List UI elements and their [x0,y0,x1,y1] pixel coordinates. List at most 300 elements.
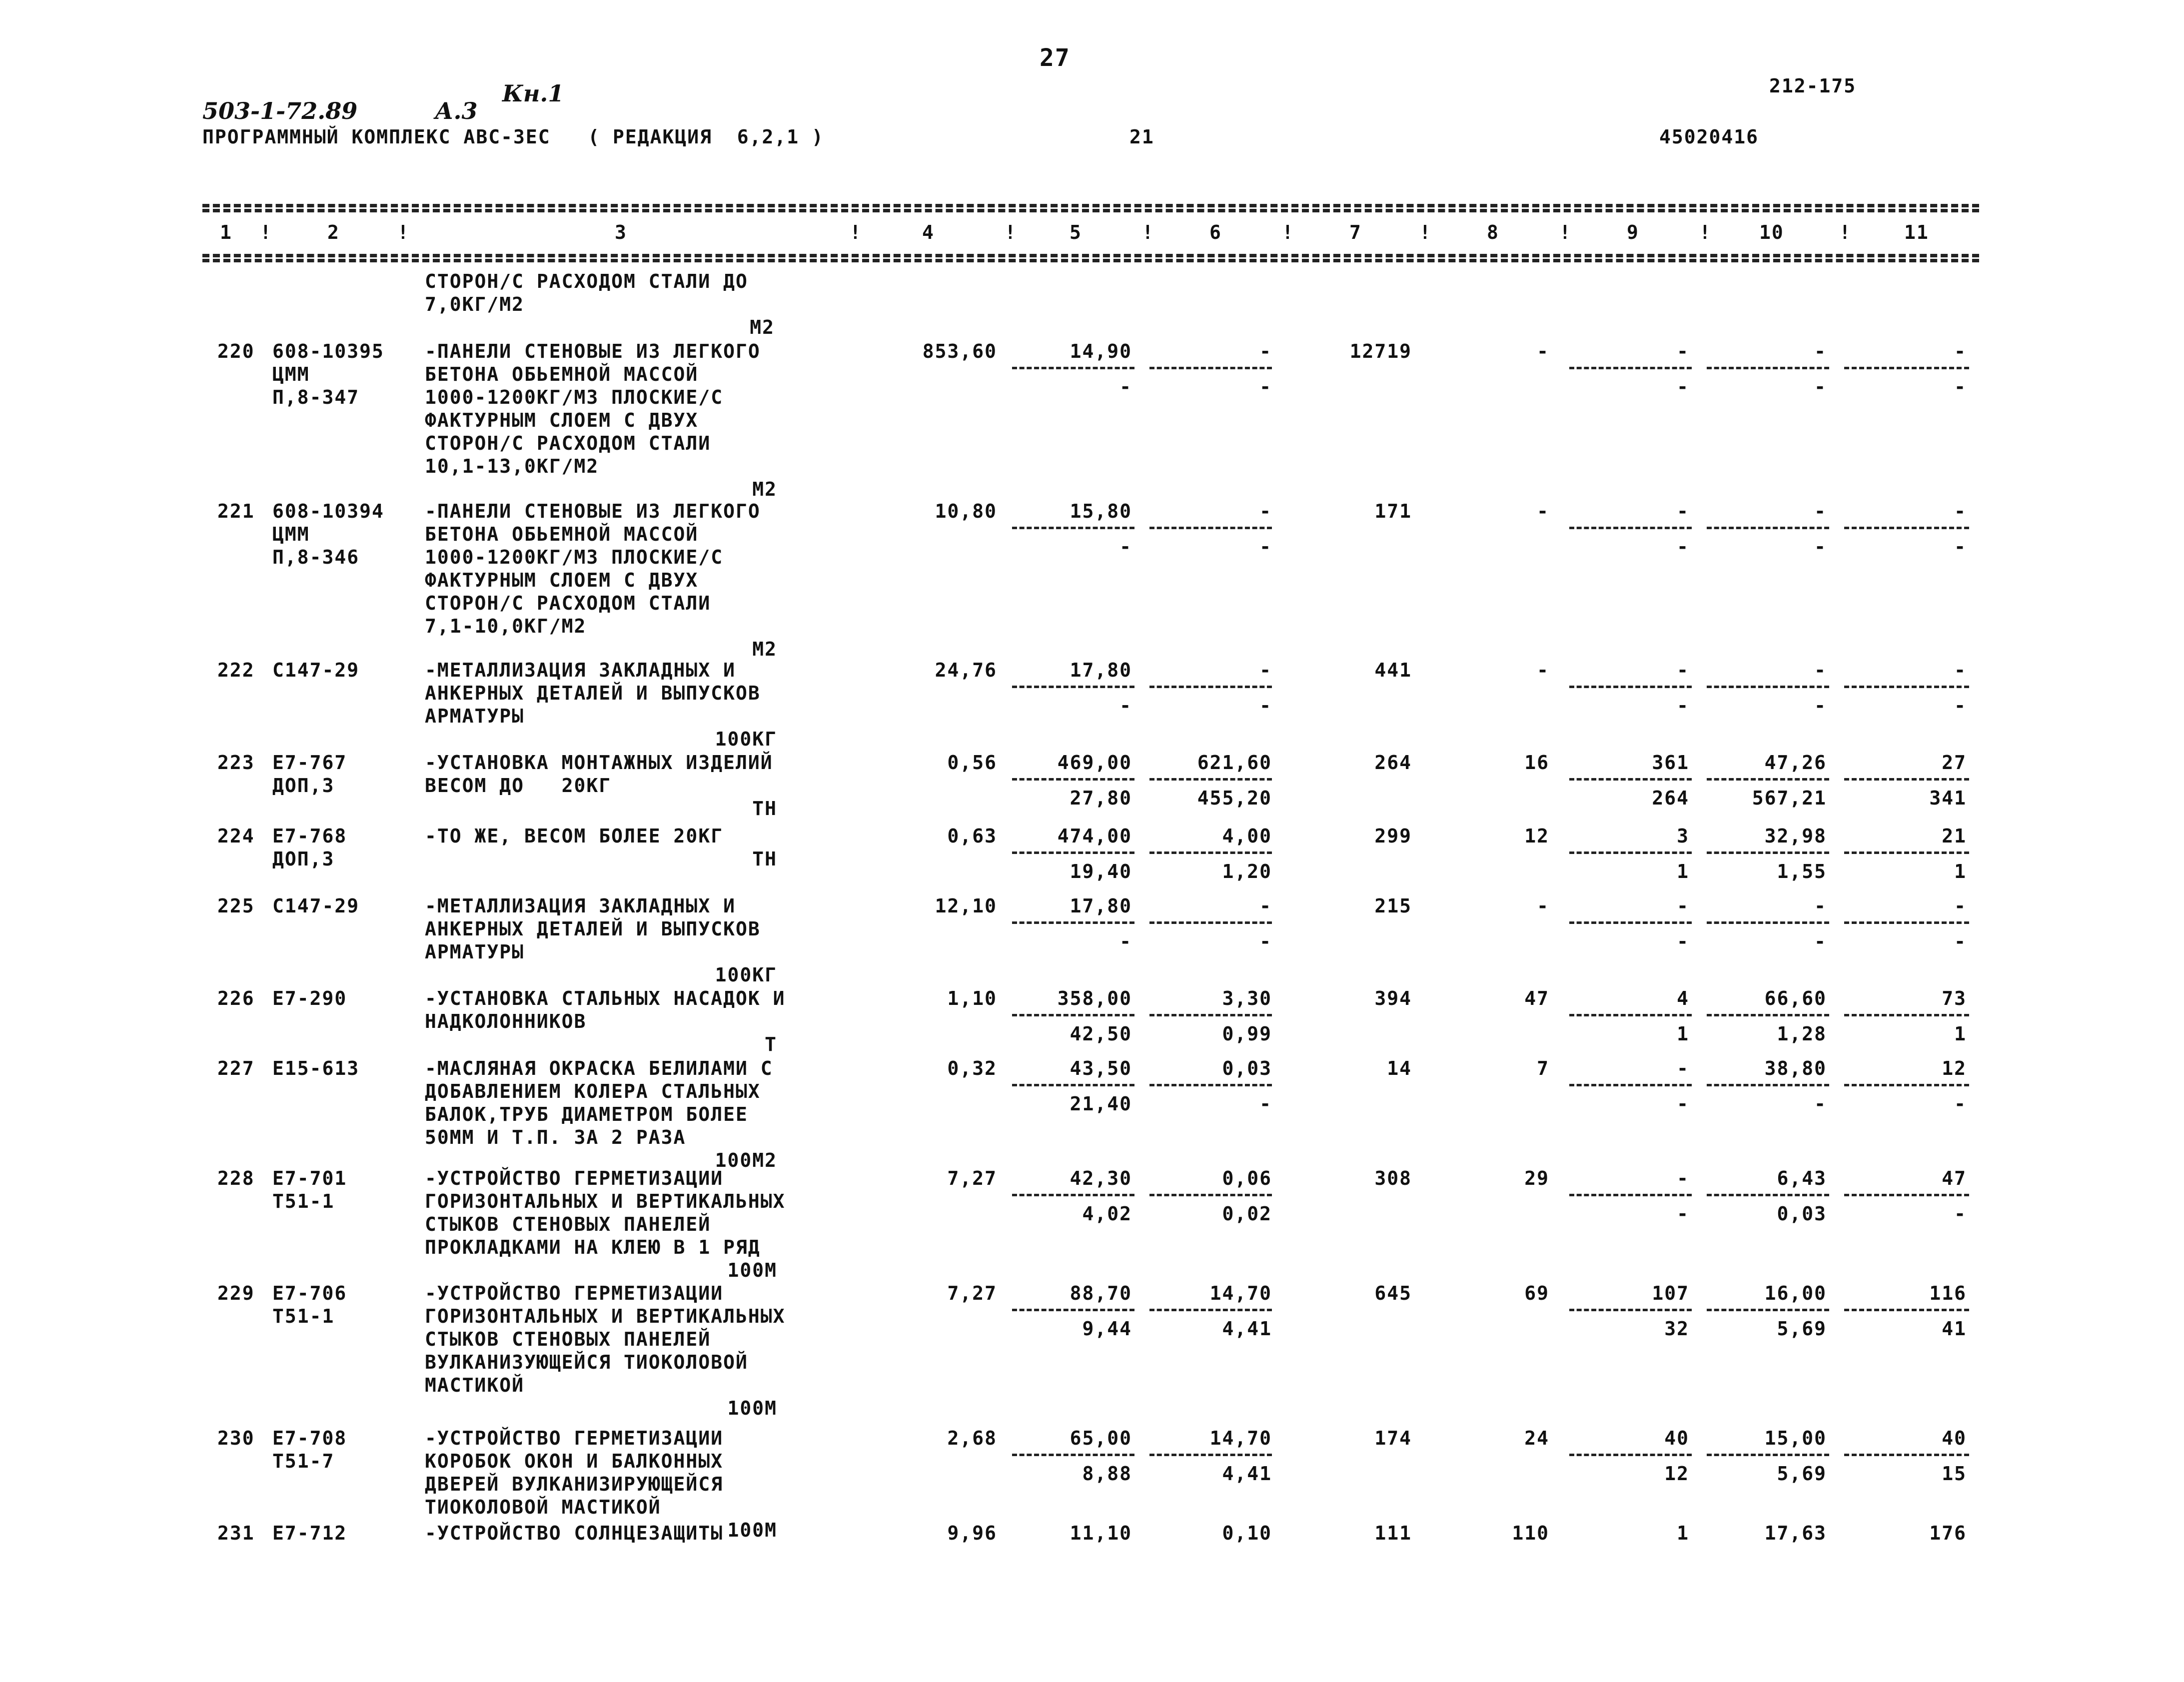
object-code: 45020416 [1659,126,1759,148]
cell-machine-total-wages: 1 [1677,1023,1689,1045]
cell-unit-cost-wages: 42,50 [1070,1023,1132,1045]
cell-machine-total-wages: 1 [1677,860,1689,882]
cell-machine-cost: 3,30 [1222,987,1272,1009]
row-number: 229 [217,1282,255,1304]
cell-labor: 6,43 [1777,1167,1827,1189]
cell-labor-total-machinists: - [1954,695,1967,717]
cell-machine-cost: - [1259,500,1272,522]
row-number: 226 [217,987,255,1009]
sheet-number: 21 [1129,126,1154,148]
cell-unit-cost-wages: 21,40 [1070,1093,1132,1115]
cell-wages: 24 [1524,1427,1549,1449]
cell-machine-total: - [1677,500,1689,522]
cell-labor-machinists: 1,55 [1777,860,1827,882]
separator-col-6 [1149,851,1272,854]
col-header-10: 10 [1759,221,1784,243]
cell-quantity: 24,76 [935,659,997,681]
separator-col-10 [1707,1454,1829,1456]
cell-machine-cost-wages: - [1259,930,1272,952]
separator-col-11 [1844,1194,1969,1196]
cell-unit-cost-wages: - [1119,930,1132,952]
cell-total-cost: 299 [1374,825,1412,847]
separator-col-10 [1707,686,1829,688]
cell-total-cost: 12719 [1349,340,1412,362]
cell-total-cost: 308 [1374,1167,1412,1189]
cell-unit-cost: 469,00 [1057,752,1132,774]
page-number: 27 [1040,44,1071,72]
row-code: Е7-712 [272,1522,347,1544]
cell-labor-machinists: - [1814,376,1827,398]
separator-col-6 [1149,686,1272,688]
row-description-line: БЕТОНА ОБЬЕМНОЙ МАССОЙ [425,523,699,545]
row-code: Е7-701 [272,1167,347,1189]
separator-col-9 [1569,1014,1692,1016]
separator-col-9 [1569,1084,1692,1086]
cell-machine-cost-wages: - [1259,536,1272,558]
row-description-line: -ПАНЕЛИ СТЕНОВЫЕ ИЗ ЛЕГКОГО [425,500,761,522]
cell-total-cost: 441 [1374,659,1412,681]
cell-labor: 66,60 [1764,987,1827,1009]
row-description-line: СТОРОН/С РАСХОДОМ СТАЛИ [425,592,711,614]
cell-unit-cost-wages: 4,02 [1082,1203,1132,1225]
row-code: Е15-613 [272,1057,360,1079]
separator-col-6 [1149,1454,1272,1456]
cell-labor-total-machinists: 15 [1942,1463,1967,1485]
row-description-line: ФАКТУРНЫМ СЛОЕМ С ДВУХ [425,569,699,591]
cell-labor-total: - [1954,659,1967,681]
cell-labor-machinists: 5,69 [1777,1318,1827,1340]
cell-labor-machinists: - [1814,536,1827,558]
row-number: 221 [217,500,255,522]
row-description-line: АРМАТУРЫ [425,941,525,963]
cell-total-cost: 215 [1374,895,1412,917]
cell-machine-total-wages: - [1677,376,1689,398]
row-code-extra: Т51-1 [272,1305,335,1327]
cell-machine-total: 107 [1652,1282,1689,1304]
row-description-line: ТИОКОЛОВОЙ МАСТИКОЙ [425,1496,661,1518]
row-description-line: 7,1-10,0КГ/М2 [425,615,587,637]
row-description-line: 1000-1200КГ/М3 ПЛОСКИЕ/С [425,546,724,568]
cell-wages: 12 [1524,825,1549,847]
cell-machine-total-wages: - [1677,1093,1689,1115]
row-code: С147-29 [272,659,360,681]
row-unit: М2 [752,638,777,660]
cell-machine-total-wages: 12 [1664,1463,1689,1485]
cell-machine-total: 3 [1677,825,1689,847]
cell-quantity: 0,32 [947,1057,997,1079]
row-code: Е7-767 [272,752,347,774]
cell-unit-cost-wages: - [1119,695,1132,717]
row-description-line: -ПАНЕЛИ СТЕНОВЫЕ ИЗ ЛЕГКОГО [425,340,761,362]
header-rule-top [202,204,1979,207]
cell-wages: - [1537,895,1549,917]
row-code-extra: ЦММ [272,363,310,385]
cell-quantity: 853,60 [922,340,997,362]
row-description-line: ГОРИЗОНТАЛЬНЫХ И ВЕРТИКАЛЬНЫХ [425,1190,786,1212]
row-description-line: КОРОБОК ОКОН И БАЛКОННЫХ [425,1450,724,1472]
cell-total-cost: 264 [1374,752,1412,774]
row-description-line: -ТО ЖЕ, ВЕСОМ БОЛЕЕ 20КГ [425,825,724,847]
row-unit: Т [765,1033,777,1055]
cell-machine-cost: 14,70 [1209,1427,1272,1449]
row-description-line: НАДКОЛОННИКОВ [425,1010,587,1032]
cell-labor: - [1814,895,1827,917]
header-rule-bottom [202,254,1979,257]
cell-labor-total: - [1954,340,1967,362]
cell-wages: 7 [1537,1057,1549,1079]
separator-col-11 [1844,1454,1969,1456]
cell-machine-cost-wages: 1,20 [1222,860,1272,882]
col-header-4: 4 [922,221,935,243]
header-rule-bottom-2 [202,259,1979,262]
cell-machine-total: - [1677,340,1689,362]
cell-labor-total: 40 [1942,1427,1967,1449]
separator-col-6 [1149,1194,1272,1196]
cell-machine-cost-wages: - [1259,376,1272,398]
cell-quantity: 0,63 [947,825,997,847]
cell-total-cost: 645 [1374,1282,1412,1304]
cell-unit-cost: 474,00 [1057,825,1132,847]
row-description-line: -УСТАНОВКА СТАЛЬНЫХ НАСАДОК И [425,987,786,1009]
separator-col-11 [1844,1309,1969,1311]
row-description-line: -УСТРОЙСТВО ГЕРМЕТИЗАЦИИ [425,1167,724,1189]
cell-unit-cost: 358,00 [1057,987,1132,1009]
cell-machine-total: - [1677,659,1689,681]
row-description-line: -МЕТАЛЛИЗАЦИЯ ЗАКЛАДНЫХ И [425,895,736,917]
col-header-6: 6 [1209,221,1222,243]
cell-total-cost: 394 [1374,987,1412,1009]
cell-unit-cost-wages: 9,44 [1082,1318,1132,1340]
cell-machine-total-wages: 264 [1652,787,1689,809]
cell-labor-total: - [1954,500,1967,522]
cell-labor-total: - [1954,895,1967,917]
cell-machine-cost: 14,70 [1209,1282,1272,1304]
row-code: Е7-290 [272,987,347,1009]
program-title: ПРОГРАММНЫЙ КОМПЛЕКС АВС-3ЕС ( РЕДАКЦИЯ 6,2,1 ) [202,126,824,148]
cell-labor-total-machinists: - [1954,930,1967,952]
cell-machine-cost-wages: 4,41 [1222,1318,1272,1340]
cell-unit-cost: 14,90 [1070,340,1132,362]
cell-labor-machinists: 5,69 [1777,1463,1827,1485]
cell-labor-machinists: 1,28 [1777,1023,1827,1045]
separator-col-11 [1844,1084,1969,1086]
col-header-3: 3 [615,221,627,243]
separator-col-5 [1012,1194,1134,1196]
cell-quantity: 9,96 [947,1522,997,1544]
cell-unit-cost-wages: - [1119,536,1132,558]
cell-machine-cost-wages: 0,02 [1222,1203,1272,1225]
cell-wages: - [1537,500,1549,522]
row-unit: 100КГ [715,964,777,986]
stamp-book: Кн.1 [502,80,564,107]
row-description-line: ВУЛКАНИЗУЮЩЕЙСЯ ТИОКОЛОВОЙ [425,1351,748,1373]
separator-col-10 [1707,1309,1829,1311]
cell-machine-total: 40 [1664,1427,1689,1449]
row-number: 222 [217,659,255,681]
cell-wages: 29 [1524,1167,1549,1189]
cell-machine-total: - [1677,895,1689,917]
row-code-extra: Т51-7 [272,1450,335,1472]
row-description-line: АНКЕРНЫХ ДЕТАЛЕЙ И ВЫПУСКОВ [425,682,761,704]
row-code: Е7-768 [272,825,347,847]
separator-col-5 [1012,1014,1134,1016]
row-unit: 100М [727,1519,777,1541]
cell-unit-cost-wages: 8,88 [1082,1463,1132,1485]
separator-col-9 [1569,686,1692,688]
separator-col-5 [1012,686,1134,688]
cell-labor: - [1814,659,1827,681]
cell-labor: 47,26 [1764,752,1827,774]
cell-quantity: 10,80 [935,500,997,522]
row-unit: 100М2 [715,1149,777,1171]
cell-labor-total-machinists: - [1954,1203,1967,1225]
row-number: 230 [217,1427,255,1449]
separator-col-6 [1149,527,1272,529]
row-unit: 100М [727,1259,777,1281]
row-code-ref: П,8-347 [272,386,360,408]
separator-col-11 [1844,778,1969,781]
separator-col-6 [1149,778,1272,781]
cell-machine-total-wages: - [1677,1203,1689,1225]
cell-unit-cost-wages: 19,40 [1070,860,1132,882]
cell-labor: - [1814,500,1827,522]
cell-quantity: 2,68 [947,1427,997,1449]
cell-unit-cost: 11,10 [1070,1522,1132,1544]
separator-col-9 [1569,367,1692,369]
row-number: 225 [217,895,255,917]
cell-unit-cost-wages: 27,80 [1070,787,1132,809]
separator-col-11 [1844,686,1969,688]
cell-quantity: 7,27 [947,1282,997,1304]
row-code-ref: П,8-346 [272,546,360,568]
cell-labor: 38,80 [1764,1057,1827,1079]
cell-wages: 16 [1524,752,1549,774]
separator-col-9 [1569,1194,1692,1196]
separator-col-5 [1012,1084,1134,1086]
row-unit: ТН [752,798,777,820]
separator-col-5 [1012,851,1134,854]
cell-machine-cost: - [1259,895,1272,917]
cell-machine-total: 361 [1652,752,1689,774]
row-unit: М2 [752,478,777,500]
cell-quantity: 1,10 [947,987,997,1009]
row-code-extra: ДОП,3 [272,848,335,870]
cell-unit-cost: 17,80 [1070,895,1132,917]
cell-labor: - [1814,340,1827,362]
separator-col-10 [1707,921,1829,924]
row-description-line: АРМАТУРЫ [425,705,525,727]
separator-col-11 [1844,851,1969,854]
row-description-line: 50ММ И Т.П. ЗА 2 РАЗА [425,1126,686,1148]
separator-col-10 [1707,851,1829,854]
cell-labor-total-machinists: 1 [1954,860,1967,882]
row-description-line: ДОБАВЛЕНИЕМ КОЛЕРА СТАЛЬНЫХ [425,1080,761,1102]
cell-labor-machinists: 0,03 [1777,1203,1827,1225]
row-number: 231 [217,1522,255,1544]
cell-labor-total: 47 [1942,1167,1967,1189]
row-description-line: АНКЕРНЫХ ДЕТАЛЕЙ И ВЫПУСКОВ [425,918,761,940]
separator-col-5 [1012,921,1134,924]
cell-wages: - [1537,340,1549,362]
row-description-line: 1000-1200КГ/М3 ПЛОСКИЕ/С [425,386,724,408]
cell-unit-cost: 43,50 [1070,1057,1132,1079]
col-header-11: 11 [1904,221,1929,243]
separator-col-6 [1149,1084,1272,1086]
row-description-line: -МЕТАЛЛИЗАЦИЯ ЗАКЛАДНЫХ И [425,659,736,681]
cell-total-cost: 174 [1374,1427,1412,1449]
col-header-1: 1 [220,221,232,243]
separator-col-11 [1844,367,1969,369]
cell-machine-cost-wages: - [1259,695,1272,717]
row-description-line: БАЛОК,ТРУБ ДИАМЕТРОМ БОЛЕЕ [425,1103,748,1125]
cell-total-cost: 14 [1387,1057,1412,1079]
cell-wages: 47 [1524,987,1549,1009]
cell-unit-cost: 88,70 [1070,1282,1132,1304]
cell-machine-total: - [1677,1057,1689,1079]
separator-col-9 [1569,1309,1692,1311]
row-description-line: СТЫКОВ СТЕНОВЫХ ПАНЕЛЕЙ [425,1328,711,1350]
cell-unit-cost: 42,30 [1070,1167,1132,1189]
row-description-line: -УСТРОЙСТВО СОЛНЦЕЗАЩИТЫ [425,1522,724,1544]
row-code: Е7-706 [272,1282,347,1304]
cell-machine-total-wages: - [1677,695,1689,717]
row-code: Е7-708 [272,1427,347,1449]
row-description-line: ГОРИЗОНТАЛЬНЫХ И ВЕРТИКАЛЬНЫХ [425,1305,786,1327]
cell-machine-cost: 0,10 [1222,1522,1272,1544]
col-header-8: 8 [1487,221,1499,243]
row-unit: 100КГ [715,728,777,750]
cell-wages: 69 [1524,1282,1549,1304]
col-header-9: 9 [1627,221,1639,243]
separator-col-11 [1844,921,1969,924]
cell-machine-cost: 4,00 [1222,825,1272,847]
separator-col-10 [1707,527,1829,529]
separator-col-10 [1707,367,1829,369]
cell-labor-total-machinists: 341 [1929,787,1967,809]
separator-col-6 [1149,921,1272,924]
cell-quantity: 0,56 [947,752,997,774]
cell-machine-cost: - [1259,340,1272,362]
cell-labor-total-machinists: 41 [1942,1318,1967,1340]
cell-unit-cost: 15,80 [1070,500,1132,522]
cell-unit-cost: 17,80 [1070,659,1132,681]
separator-col-5 [1012,527,1134,529]
cell-labor-total: 12 [1942,1057,1967,1079]
cell-wages: 110 [1512,1522,1549,1544]
row-description-line: СТЫКОВ СТЕНОВЫХ ПАНЕЛЕЙ [425,1213,711,1235]
cell-labor-machinists: - [1814,1093,1827,1115]
row-code-extra: ДОП,3 [272,775,335,797]
header-rule-top-2 [202,209,1979,212]
cell-labor: 17,63 [1764,1522,1827,1544]
row-description-line: БЕТОНА ОБЬЕМНОЙ МАССОЙ [425,363,699,385]
cell-labor-total-machinists: - [1954,376,1967,398]
cell-machine-cost-wages: 4,41 [1222,1463,1272,1485]
row-number: 220 [217,340,255,362]
separator-col-9 [1569,527,1692,529]
separator-col-10 [1707,1194,1829,1196]
stamp-project-number: 503-1-72.89 [202,97,358,124]
carry-over-line-1: СТОРОН/С РАСХОДОМ СТАЛИ ДО [425,270,748,292]
row-unit: ТН [752,848,777,870]
separator-col-6 [1149,367,1272,369]
cell-machine-cost-wages: - [1259,1093,1272,1115]
row-code: 608-10395 [272,340,384,362]
row-unit: 100М [727,1397,777,1419]
cell-machine-total-wages: - [1677,536,1689,558]
cell-unit-cost: 65,00 [1070,1427,1132,1449]
row-description-line: 10,1-13,0КГ/М2 [425,455,599,477]
cell-labor-total: 73 [1942,987,1967,1009]
cell-wages: - [1537,659,1549,681]
row-description-line: ДВЕРЕЙ ВУЛКАНИЗИРУЮЩЕЙСЯ [425,1473,724,1495]
row-number: 223 [217,752,255,774]
separator-col-9 [1569,921,1692,924]
cell-labor-machinists: - [1814,695,1827,717]
cell-labor-total-machinists: - [1954,536,1967,558]
carry-over-unit: М2 [750,316,775,338]
col-header-5: 5 [1070,221,1082,243]
cell-machine-cost: 621,60 [1197,752,1272,774]
cell-machine-total-wages: - [1677,930,1689,952]
cell-labor-machinists: 567,21 [1752,787,1827,809]
cell-machine-cost-wages: 455,20 [1197,787,1272,809]
separator-col-5 [1012,1309,1134,1311]
cell-machine-cost: - [1259,659,1272,681]
cell-total-cost: 111 [1374,1522,1412,1544]
row-number: 224 [217,825,255,847]
separator-col-6 [1149,1309,1272,1311]
row-number: 228 [217,1167,255,1189]
separator-col-10 [1707,1084,1829,1086]
cell-labor-total: 21 [1942,825,1967,847]
cell-quantity: 12,10 [935,895,997,917]
row-code: 608-10394 [272,500,384,522]
cell-labor-total-machinists: 1 [1954,1023,1967,1045]
separator-col-9 [1569,778,1692,781]
separator-col-10 [1707,778,1829,781]
cell-labor-total-machinists: - [1954,1093,1967,1115]
cell-machine-cost-wages: 0,99 [1222,1023,1272,1045]
separator-col-5 [1012,778,1134,781]
separator-col-9 [1569,851,1692,854]
document-code: 212-175 [1769,75,1857,97]
row-description-line: ФАКТУРНЫМ СЛОЕМ С ДВУХ [425,409,699,431]
cell-machine-cost: 0,06 [1222,1167,1272,1189]
row-description-line: ВЕСОМ ДО 20КГ [425,775,612,797]
row-code-extra: Т51-1 [272,1190,335,1212]
cell-labor-total: 27 [1942,752,1967,774]
cell-total-cost: 171 [1374,500,1412,522]
row-code-extra: ЦММ [272,523,310,545]
cell-machine-total-wages: 32 [1664,1318,1689,1340]
row-description-line: -УСТРОЙСТВО ГЕРМЕТИЗАЦИИ [425,1282,724,1304]
col-header-7: 7 [1349,221,1362,243]
cell-machine-total: 4 [1677,987,1689,1009]
separator-col-5 [1012,1454,1134,1456]
cell-labor-machinists: - [1814,930,1827,952]
separator-col-9 [1569,1454,1692,1456]
row-description-line: -МАСЛЯНАЯ ОКРАСКА БЕЛИЛАМИ С [425,1057,773,1079]
cell-machine-total: - [1677,1167,1689,1189]
row-description-line: МАСТИКОЙ [425,1374,525,1396]
row-description-line: -УСТРОЙСТВО ГЕРМЕТИЗАЦИИ [425,1427,724,1449]
cell-labor: 16,00 [1764,1282,1827,1304]
row-description-line: СТОРОН/С РАСХОДОМ СТАЛИ [425,432,711,454]
cell-machine-total: 1 [1677,1522,1689,1544]
separator-col-6 [1149,1014,1272,1016]
row-number: 227 [217,1057,255,1079]
